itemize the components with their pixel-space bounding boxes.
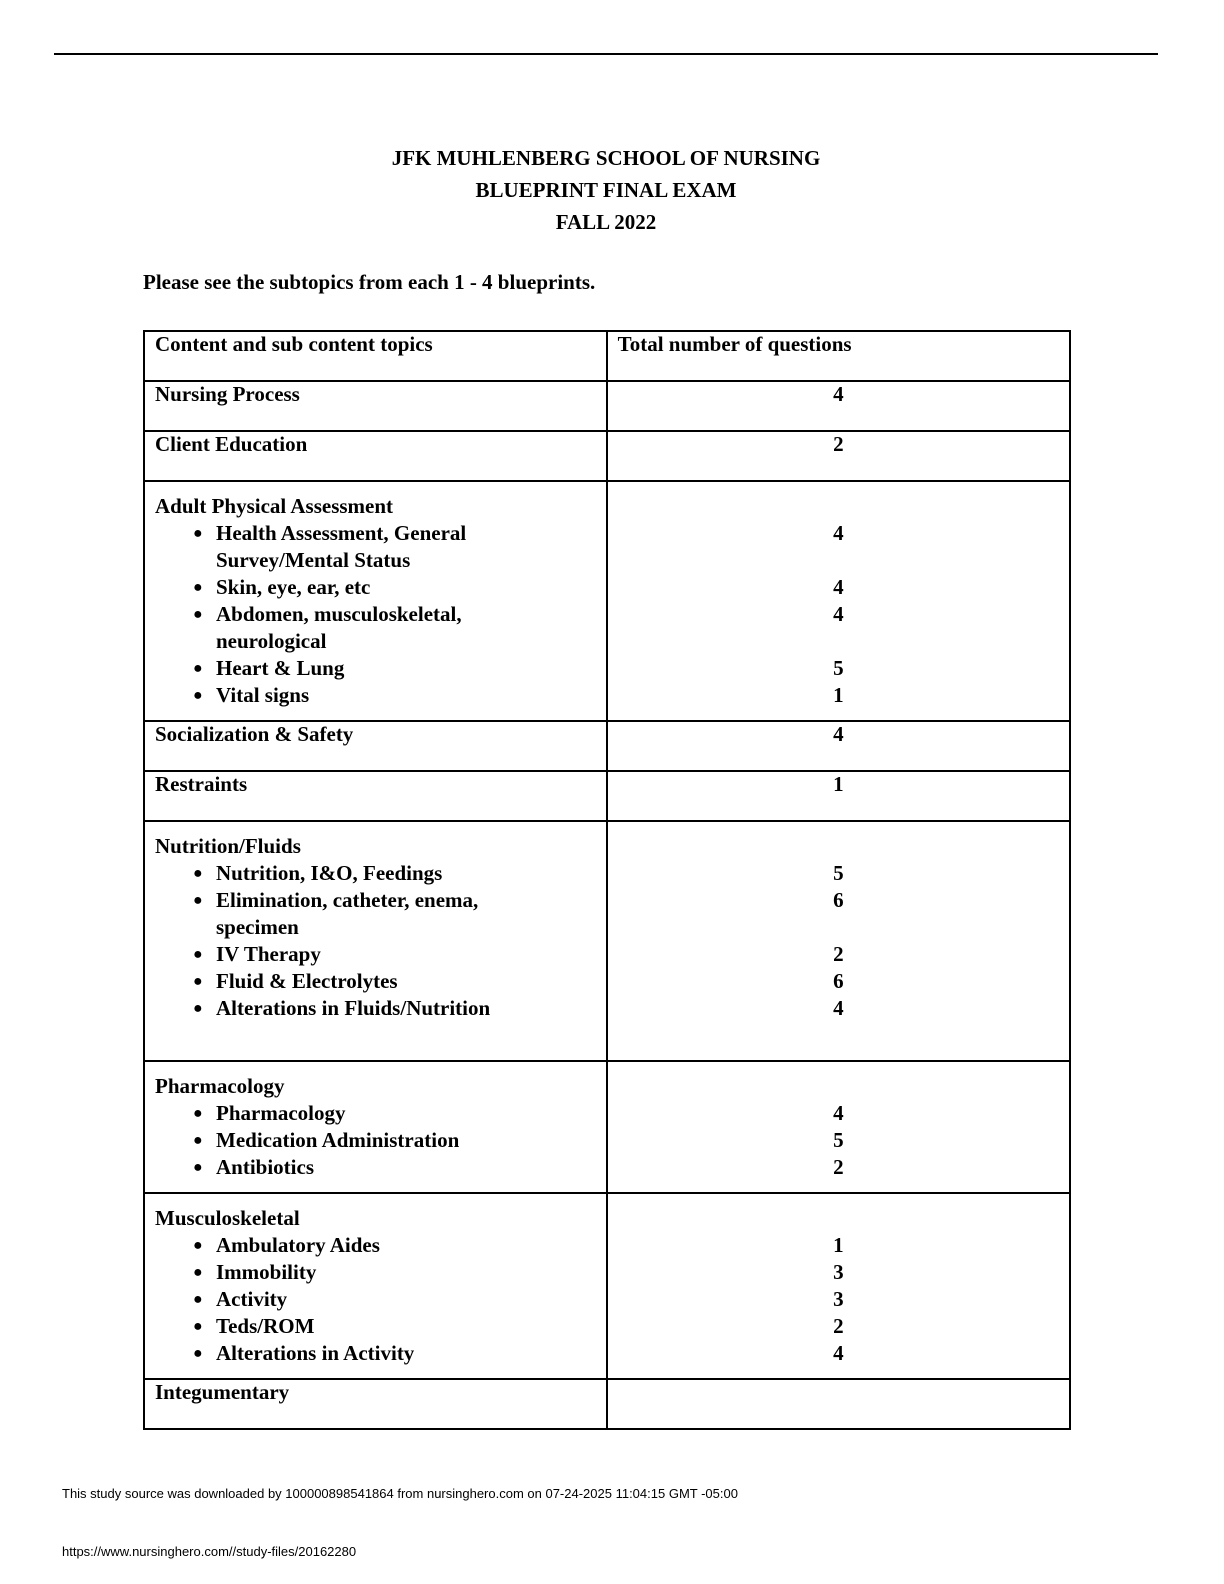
count-value: 2: [833, 942, 844, 966]
bullet-icon: ●: [193, 687, 203, 704]
count-value: 2: [833, 1314, 844, 1338]
list-item: [155, 574, 516, 601]
list-item: [155, 887, 516, 941]
subtopic-label: Nutrition, I&O, Feedings: [216, 861, 443, 885]
list-item: [155, 1286, 516, 1313]
bullet-icon: ●: [193, 1237, 203, 1254]
count-list: [618, 1062, 1059, 1181]
subtopic-label: Immobility: [216, 1260, 317, 1284]
count-value: 3: [833, 1287, 844, 1311]
subtopic-label: Abdomen, musculoskeletal, neurological: [216, 602, 462, 653]
bullet-icon: ●: [193, 606, 203, 623]
count-value: 4: [833, 1341, 844, 1365]
subtopic-label: IV Therapy: [216, 942, 321, 966]
subtopic-list: [155, 1100, 596, 1181]
header-topics: Content and sub content topics: [144, 331, 607, 381]
table-row: [144, 1193, 1070, 1379]
list-item: [155, 860, 516, 887]
list-item: [155, 941, 516, 968]
list-item: [155, 1127, 516, 1154]
subtopic-label: Alterations in Fluids/Nutrition: [216, 996, 491, 1020]
list-item: [155, 682, 516, 709]
bullet-icon: ●: [193, 1000, 203, 1017]
subtopic-label: Medication Administration: [216, 1128, 460, 1152]
bullet-icon: ●: [193, 973, 203, 990]
subtopic-list: [155, 1232, 596, 1367]
subtopic-label: Skin, eye, ear, etc: [216, 575, 371, 599]
group-title: Nutrition/Fluids: [155, 834, 301, 858]
topic-cell: Nursing Process: [144, 381, 607, 431]
topic-cell: [144, 1061, 607, 1193]
count-cell: [607, 821, 1070, 1061]
subtopic-list: [155, 520, 596, 709]
table-row: [144, 1379, 1070, 1429]
count-value: 4: [833, 575, 844, 599]
document-header: [0, 142, 1212, 238]
subtopic-list: [155, 860, 596, 1022]
bullet-icon: ●: [193, 1105, 203, 1122]
count-value: 5: [833, 656, 844, 680]
subtopic-label: Vital signs: [216, 683, 310, 707]
exam-title: BLUEPRINT FINAL EXAM: [475, 178, 737, 202]
count-value: 6: [833, 969, 844, 993]
topic-cell: Integumentary: [144, 1379, 607, 1429]
bullet-icon: ●: [193, 1291, 203, 1308]
count-value: 4: [833, 1101, 844, 1125]
list-item: [155, 1313, 516, 1340]
bullet-icon: ●: [193, 1345, 203, 1362]
subtopic-label: Antibiotics: [216, 1155, 315, 1179]
topic-cell: Client Education: [144, 431, 607, 481]
count-cell: [607, 1379, 1070, 1429]
count-cell: 1: [607, 771, 1070, 821]
count-cell: 2: [607, 431, 1070, 481]
table-row: [144, 721, 1070, 771]
count-cell: [607, 1193, 1070, 1379]
bullet-icon: ●: [193, 579, 203, 596]
list-item: [155, 520, 516, 574]
bullet-icon: ●: [193, 1318, 203, 1335]
table-row: [144, 381, 1070, 431]
subtopic-label: Health Assessment, General Survey/Mental Status: [216, 521, 467, 572]
intro-text: Please see the subtopics from each 1 - 4 blueprints.: [143, 270, 596, 294]
table-row: [144, 431, 1070, 481]
count-value: 6: [833, 888, 844, 912]
count-value: 4: [833, 521, 844, 545]
group-title: Pharmacology: [155, 1074, 285, 1098]
school-name: JFK MUHLENBERG SCHOOL OF NURSING: [391, 146, 821, 170]
count-cell: [607, 481, 1070, 721]
count-cell: [607, 1061, 1070, 1193]
list-item: [155, 1232, 516, 1259]
group-title: Adult Physical Assessment: [155, 494, 394, 518]
count-cell: 4: [607, 381, 1070, 431]
count-cell: 4: [607, 721, 1070, 771]
count-value: 1: [833, 683, 844, 707]
subtopic-label: Ambulatory Aides: [216, 1233, 380, 1257]
bullet-icon: ●: [193, 865, 203, 882]
list-item: [155, 655, 516, 682]
subtopic-label: Fluid & Electrolytes: [216, 969, 398, 993]
subtopic-label: Alterations in Activity: [216, 1341, 415, 1365]
bullet-icon: ●: [193, 1264, 203, 1281]
list-item: [155, 1259, 516, 1286]
bullet-icon: ●: [193, 525, 203, 542]
topic-cell: [144, 481, 607, 721]
subtopic-label: Heart & Lung: [216, 656, 345, 680]
list-item: [155, 1340, 516, 1367]
count-value: 4: [833, 996, 844, 1020]
bullet-icon: ●: [193, 892, 203, 909]
count-value: 4: [833, 602, 844, 626]
bullet-icon: ●: [193, 946, 203, 963]
list-item: [155, 1100, 516, 1127]
table-row: [144, 481, 1070, 721]
list-item: [155, 601, 516, 655]
count-list: [618, 1194, 1059, 1367]
table-row: [144, 771, 1070, 821]
top-divider: [54, 53, 1158, 55]
list-item: [155, 968, 516, 995]
count-value: 3: [833, 1260, 844, 1284]
header-count: Total number of questions: [607, 331, 1070, 381]
count-value: 2: [833, 1155, 844, 1179]
list-item: [155, 995, 516, 1022]
topic-cell: Socialization & Safety: [144, 721, 607, 771]
topic-cell: [144, 1193, 607, 1379]
group-title: Musculoskeletal: [155, 1206, 300, 1230]
bullet-icon: ●: [193, 1132, 203, 1149]
table-row: [144, 1061, 1070, 1193]
topic-cell: [144, 821, 607, 1061]
bullet-icon: ●: [193, 660, 203, 677]
term-label: FALL 2022: [555, 210, 657, 234]
subtopic-label: Teds/ROM: [216, 1314, 315, 1338]
source-url: https://www.nursinghero.com//study-files/20162280: [62, 1544, 357, 1559]
subtopic-label: Elimination, catheter, enema, specimen: [216, 888, 479, 939]
subtopic-label: Activity: [216, 1287, 288, 1311]
list-item: [155, 1154, 516, 1181]
table-row: [144, 821, 1070, 1061]
download-source-note: This study source was downloaded by 100000898541864 from nursinghero.com on 07-24-2025 11:04:15 GMT -05:00: [62, 1486, 738, 1501]
count-list: [618, 822, 1059, 1022]
subtopic-label: Pharmacology: [216, 1101, 346, 1125]
topic-cell: Restraints: [144, 771, 607, 821]
blueprint-table: [143, 330, 1071, 1430]
count-value: 5: [833, 861, 844, 885]
count-value: 5: [833, 1128, 844, 1152]
table-header-row: [144, 331, 1070, 381]
bullet-icon: ●: [193, 1159, 203, 1176]
count-value: 1: [833, 1233, 844, 1257]
count-list: [618, 482, 1059, 709]
